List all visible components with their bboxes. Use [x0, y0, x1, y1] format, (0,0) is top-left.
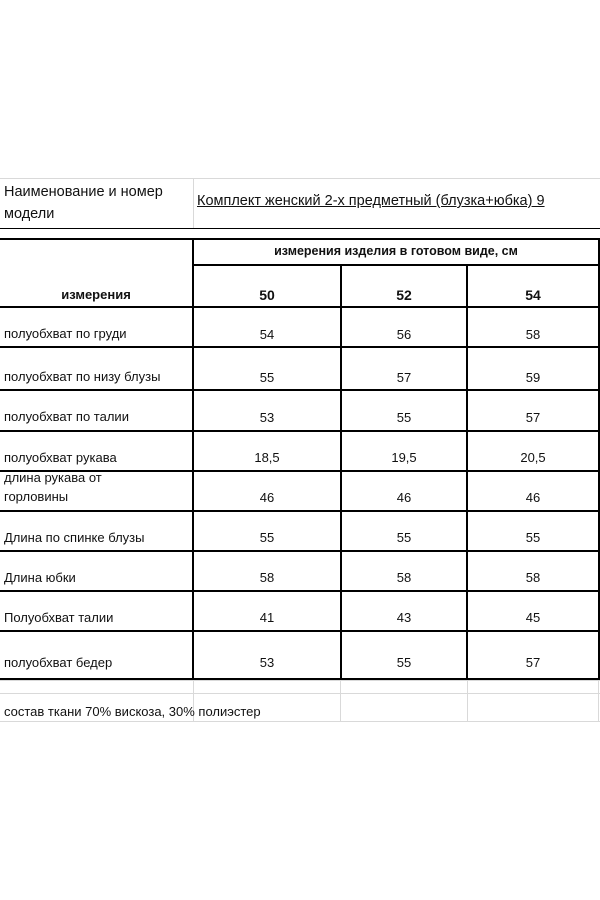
row-border — [0, 630, 600, 632]
model-label — [4, 181, 163, 225]
row-label: Полуобхват талии — [4, 610, 114, 625]
row-label-line2: горловины — [4, 489, 69, 504]
size-header-top-border — [193, 264, 600, 266]
cell-value: 45 — [525, 610, 541, 625]
cell-value: 53 — [259, 410, 275, 425]
gridline — [467, 681, 468, 721]
row-border — [0, 346, 600, 348]
table-top-border — [0, 238, 600, 240]
row-label: Длина юбки — [4, 570, 76, 585]
cell-value: 46 — [396, 490, 412, 505]
row-label: Длина по спинке блузы — [4, 530, 145, 545]
table-bottom-border — [0, 678, 600, 680]
cell-value: 19,5 — [391, 450, 417, 465]
fabric-composition: состав ткани 70% вискоза, 30% полиэстер — [4, 704, 261, 719]
row-border — [0, 550, 600, 552]
row-label: полуобхват по талии — [4, 409, 129, 424]
model-label-line2: модели — [4, 206, 55, 222]
cell-value: 58 — [525, 327, 541, 342]
gridline — [0, 721, 600, 722]
row-border — [0, 306, 600, 308]
gridline — [0, 680, 600, 681]
gridline — [340, 681, 341, 721]
gridline — [193, 178, 194, 228]
row-label: полуобхват рукава — [4, 450, 117, 465]
cell-value: 18,5 — [254, 450, 280, 465]
row-label: полуобхват бедер — [4, 655, 113, 670]
cell-value: 55 — [525, 530, 541, 545]
cell-value: 57 — [525, 655, 541, 670]
row-border — [0, 510, 600, 512]
cell-value: 58 — [396, 570, 412, 585]
cell-value: 54 — [259, 327, 275, 342]
cell-value: 55 — [259, 370, 275, 385]
model-name: Комплект женский 2-х предметный (блузка+юбка) 9 — [197, 193, 545, 209]
cell-value: 56 — [396, 327, 412, 342]
cell-value: 43 — [396, 610, 412, 625]
size-header-54: 54 — [525, 287, 541, 303]
cell-value: 57 — [396, 370, 412, 385]
cell-value: 55 — [396, 655, 412, 670]
row-label: полуобхват по низу блузы — [4, 369, 161, 384]
cell-value: 59 — [525, 370, 541, 385]
cell-value: 57 — [525, 410, 541, 425]
cell-value: 55 — [396, 530, 412, 545]
cell-value: 41 — [259, 610, 275, 625]
row-border — [0, 389, 600, 391]
cell-value: 55 — [259, 530, 275, 545]
cell-value: 53 — [259, 655, 275, 670]
size-header-52: 52 — [396, 287, 412, 303]
cell-value: 58 — [259, 570, 275, 585]
cell-value: 58 — [525, 570, 541, 585]
cell-value: 20,5 — [520, 450, 546, 465]
cell-value: 46 — [525, 490, 541, 505]
measure-column-header: измерения — [61, 287, 131, 302]
header-border — [0, 228, 600, 229]
gridline — [598, 681, 599, 721]
size-header-50: 50 — [259, 287, 275, 303]
model-label-line1: Наименование и номер — [4, 184, 163, 200]
group-header: измерения изделия в готовом виде, см — [274, 244, 518, 258]
cell-value: 46 — [259, 490, 275, 505]
row-border — [0, 590, 600, 592]
row-border — [0, 430, 600, 432]
gridline — [0, 693, 600, 694]
row-label: полуобхват по груди — [4, 326, 127, 341]
gridline — [0, 178, 600, 179]
row-label: длина рукава от — [4, 470, 102, 485]
cell-value: 55 — [396, 410, 412, 425]
